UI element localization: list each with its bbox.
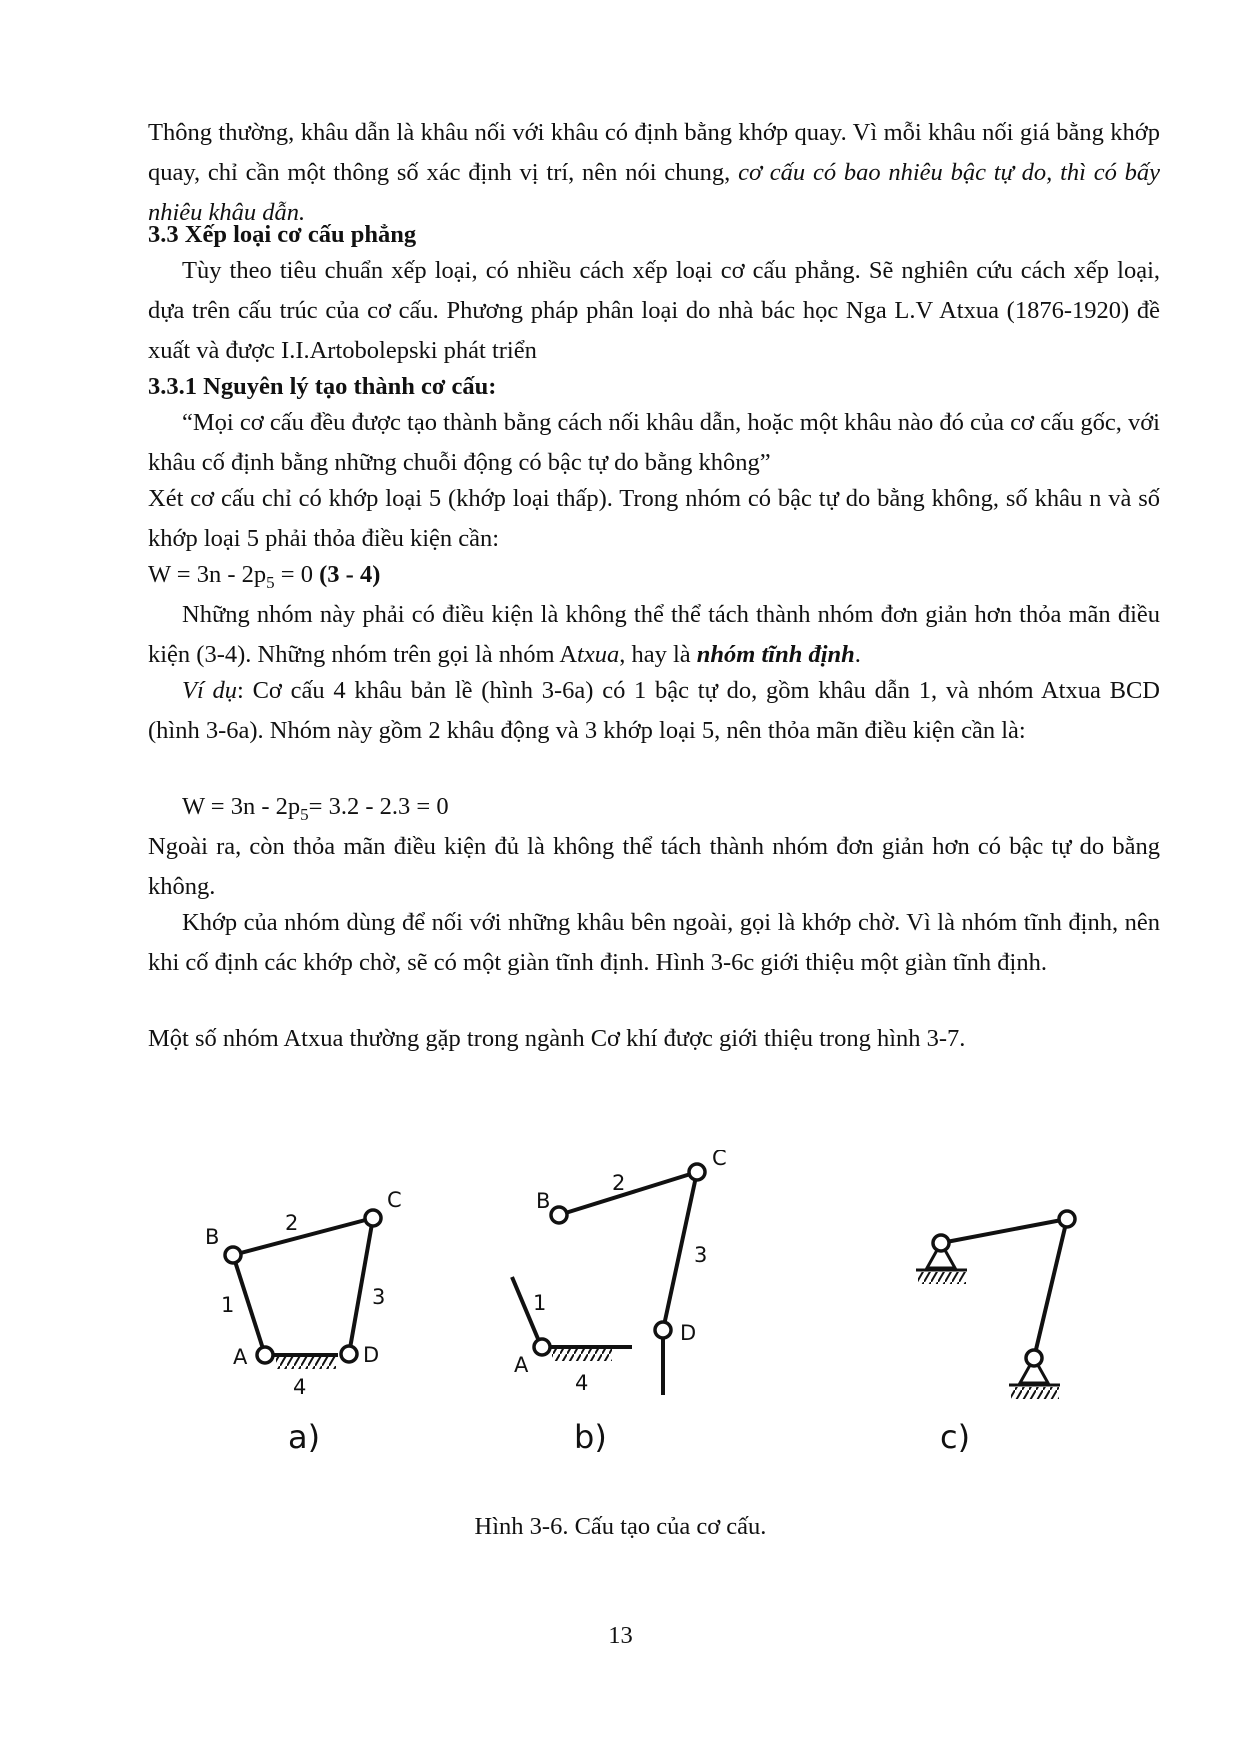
link-label-1: 1 [533, 1291, 547, 1315]
paragraph-text: . [854, 641, 861, 668]
paragraph-static-group [148, 595, 1160, 675]
mechanism-figure [0, 1150, 1241, 1480]
paragraph-text: , hay là [619, 641, 697, 668]
equation-tag: (3 - 4) [319, 561, 381, 588]
link-label-3: 3 [372, 1285, 386, 1309]
paragraph-italic-text: cơ cấu có bao nhiêu bậc tự do, thì có bấy nhiêu khâu dẫn. [148, 159, 1160, 226]
paragraph-figure-reference: Một số nhóm Atxua thường gặp trong ngành Cơ khí được giới thiệu trong hình 3-7. [148, 1025, 966, 1052]
link-label-4: 4 [575, 1371, 589, 1395]
equation-text: W = 3n - 2p [182, 793, 301, 820]
link-label-3: 3 [694, 1243, 708, 1267]
joint-label-c: C [712, 1150, 727, 1170]
joint-label-d: D [680, 1321, 697, 1345]
page-number: 13 [608, 1622, 633, 1649]
link-label-2: 2 [612, 1171, 626, 1195]
link-label-1: 1 [221, 1293, 235, 1317]
paragraph-classification: Tùy theo tiêu chuẩn xếp loại, có nhiều cách xếp loại cơ cấu phẳng. Sẽ nghiên cứu cách xếp loại, dựa trên cấu trúc của cơ cấu. Phương pháp phân loại do nhà bác học Nga L.V Atxua (1876-1920) đề xuất và được I.I.Artobolepski phát triển [148, 257, 1160, 364]
equation-subscript: 5 [266, 572, 275, 592]
term-static-group: nhóm tĩnh định [696, 641, 855, 668]
equation-text: = 3.2 - 2.3 = 0 [308, 793, 449, 820]
joint-label-d: D [363, 1343, 380, 1367]
paragraph-text: Những nhóm này phải có điều kiện là không thể thể tách thành nhóm đơn giản hơn thỏa mãn điều kiện (3-4). Những nhóm trên gọi là nhóm A [148, 601, 1160, 668]
equation-text: W = 3n - 2p [148, 561, 267, 588]
subfigure-label-a: a) [288, 1418, 321, 1456]
joint-label-a: A [233, 1345, 248, 1369]
example-label: Ví dụ [182, 677, 238, 704]
paragraph-sufficient-condition: Ngoài ra, còn thỏa mãn điều kiện đủ là không thể tách thành nhóm đơn giản hơn có bậc tự do bằng không. [148, 833, 1160, 900]
link-label-4: 4 [293, 1375, 307, 1399]
joint-label-b: B [205, 1225, 220, 1249]
subfigure-label-c: c) [940, 1418, 971, 1456]
subfigure-label-b: b) [574, 1418, 607, 1456]
joint-label-b: B [536, 1189, 551, 1213]
equation-subscript: 5 [300, 804, 309, 824]
figure-a-four-bar-linkage [225, 1210, 381, 1369]
paragraph-example [148, 671, 1160, 751]
figure-caption: Hình 3-6. Cấu tạo của cơ cấu. [474, 1513, 767, 1540]
joint-label-a: A [514, 1353, 529, 1377]
paragraph-condition: Xét cơ cấu chỉ có khớp loại 5 (khớp loại thấp). Trong nhóm có bậc tự do bằng không, số khâu n và số khớp loại 5 phải thỏa điều kiện cần: [148, 485, 1160, 552]
paragraph-text: : Cơ cấu 4 khâu bản lề (hình 3-6a) có 1 bậc tự do, gồm khâu dẫn 1, và nhóm Atxua BCD (hình 3-6a). Nhóm này gồm 2 khâu động và 3 khớp loại 5, nên thỏa mãn điều kiện cần là: [148, 677, 1160, 744]
figure-c-static-truss [916, 1211, 1075, 1399]
paragraph-text: Thông thường, khâu dẫn là khâu nối với khâu có định bằng khớp quay. Vì mỗi khâu nối giá bằng khớp quay, chỉ cần một thông số xác định vị trí, nên nói chung, [148, 119, 1160, 186]
joint-label-c: C [387, 1188, 402, 1212]
link-label-2: 2 [285, 1211, 299, 1235]
principle-quote: “Mọi cơ cấu đều được tạo thành bằng cách nối khâu dẫn, hoặc một khâu nào đó của cơ cấu gốc, với khâu cố định bằng những chuỗi động có bậc tự do bằng không” [148, 409, 1160, 476]
heading-3-3-1: 3.3.1 Nguyên lý tạo thành cơ cấu: [148, 373, 497, 400]
equation-text: = 0 [274, 561, 320, 588]
paragraph-italic-text: txua [577, 641, 620, 668]
heading-3-3: 3.3 Xếp loại cơ cấu phẳng [148, 221, 417, 248]
paragraph-waiting-joint: Khớp của nhóm dùng để nối với những khâu bên ngoài, gọi là khớp chờ. Vì là nhóm tĩnh định, nên khi cố định các khớp chờ, sẽ có một giàn tĩnh định. Hình 3-6c giới thiệu một giàn tĩnh định. [148, 909, 1160, 976]
